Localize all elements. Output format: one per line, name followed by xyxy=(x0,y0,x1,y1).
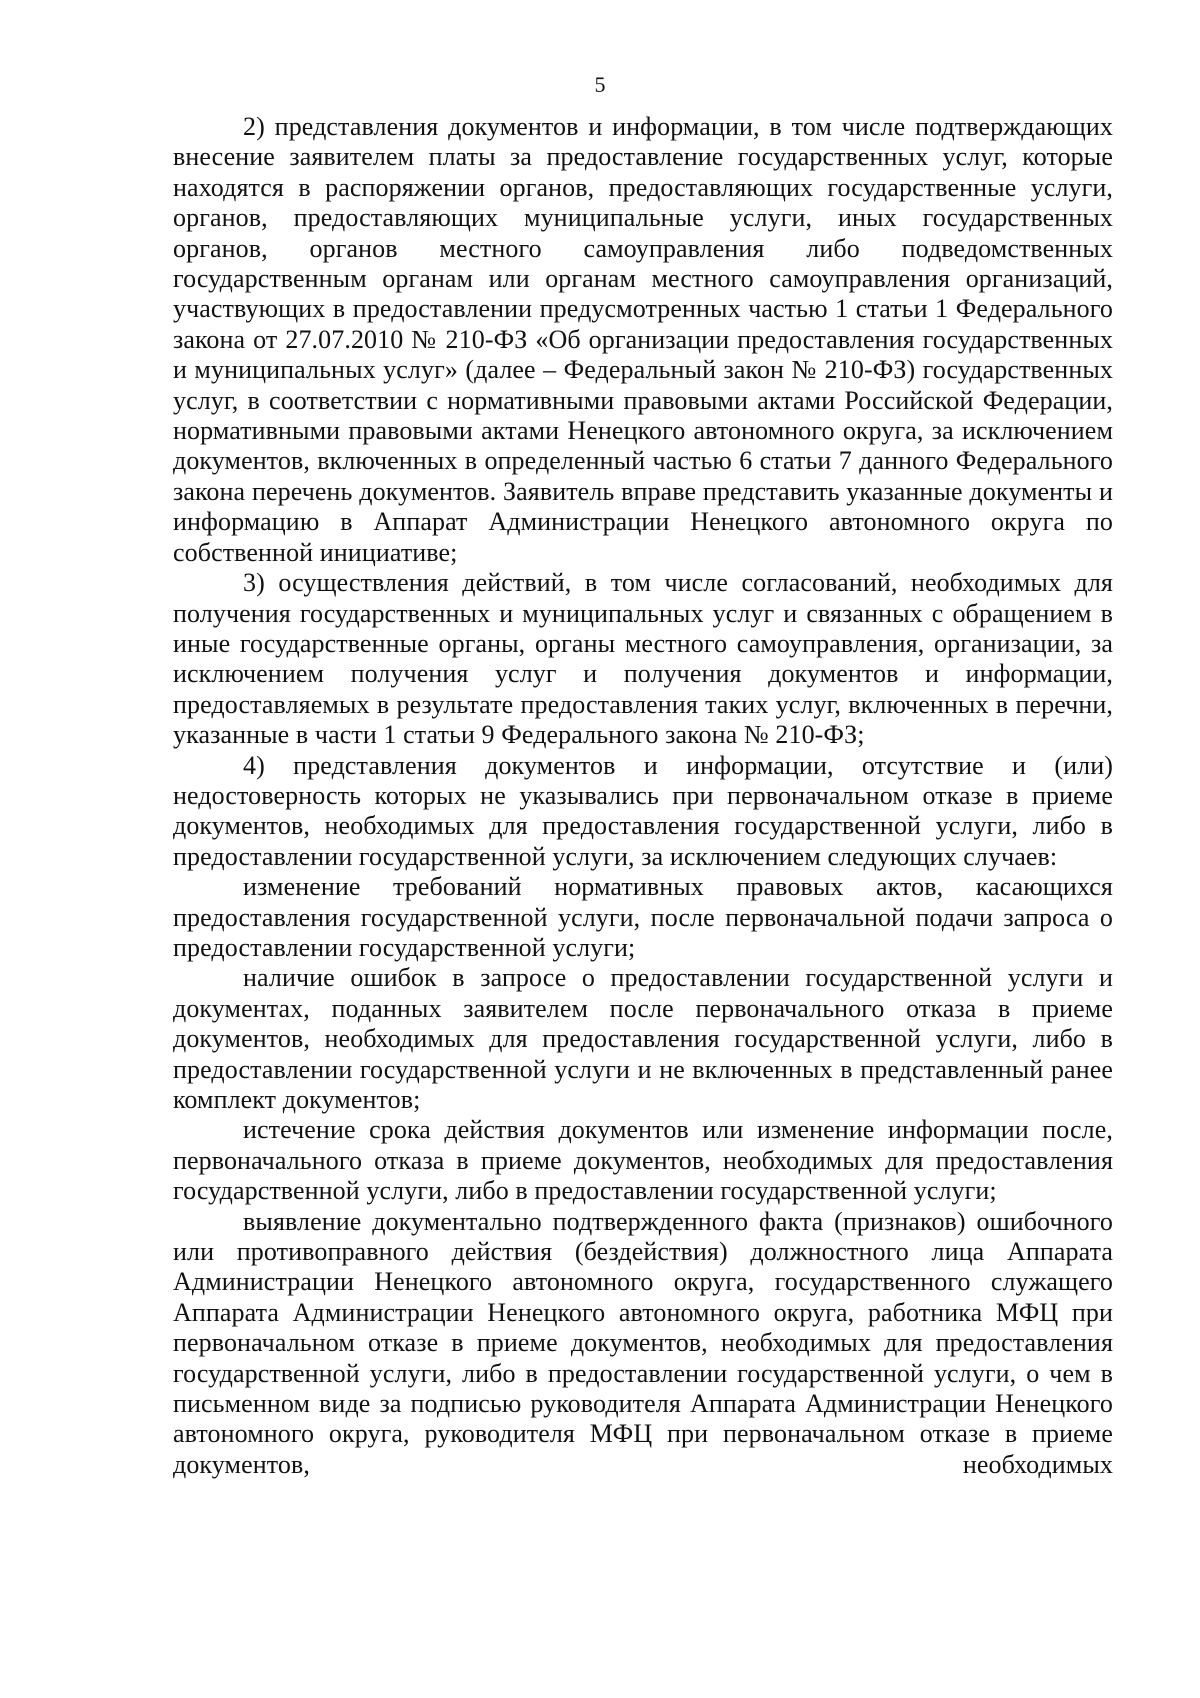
paragraph-item-4: 4) представления документов и информации, отсутствие и (или) недостоверность которых не указывались при первоначальном отказе в приеме документов, необходимых для предоставления государственной услуги, либо в предоставлении государственной услуги, за исключением следующих случаев: xyxy=(173,750,1113,871)
document-body xyxy=(173,112,1113,1480)
paragraph-exception-3: истечение срока действия документов или изменение информации после, первоначального отказа в приеме документов, необходимых для предоставления государственной услуги, либо в предоставлении государственной услуги; xyxy=(173,1115,1113,1206)
paragraph-exception-2: наличие ошибок в запросе о предоставлении государственной услуги и документах, поданных заявителем после первоначального отказа в приеме документов, необходимых для предоставления государственной услуги, либо в предоставлении государственной услуги и не включенных в представленный ранее комплект документов; xyxy=(173,963,1113,1114)
page-number: 5 xyxy=(594,72,606,97)
paragraph-exception-1: изменение требований нормативных правовых актов, касающихся предоставления государственной услуги, после первоначальной подачи запроса о предоставлении государственной услуги; xyxy=(173,872,1113,962)
paragraph-exception-4: выявление документально подтвержденного факта (признаков) ошибочного или противоправного действия (бездействия) должностного лица Аппарата Администрации Ненецкого автономного округа, государственного служащего Аппарата Администрации Ненецкого автономного округа, работника МФЦ при первоначальном отказе в приеме документов, необходимых для предоставления государственной услуги, либо в предоставлении государственной услуги, о чем в письменном виде за подписью руководителя Аппарата Администрации Ненецкого автономного округа, руководителя МФЦ при первоначальном отказе в приеме документов, необходимых xyxy=(173,1206,1113,1479)
paragraph-item-3: 3) осуществления действий, в том числе согласований, необходимых для получения государственных и муниципальных услуг и связанных с обращением в иные государственные органы, органы местного самоуправления, организации, за исключением получения услуг и получения документов и информации, предоставляемых в результате предоставления таких услуг, включенных в перечни, указанные в части 1 статьи 9 Федерального закона № 210-ФЗ; xyxy=(173,568,1113,750)
paragraph-item-2: 2) представления документов и информации, в том числе подтверждающих внесение заявителем платы за предоставление государственных услуг, которые находятся в распоряжении органов, предоставляющих государственные услуги, органов, предоставляющих муниципальные услуги, иных государственных органов, органов местного самоуправления либо подведомственных государственным органам или органам местного самоуправления организаций, участвующих в предоставлении предусмотренных частью 1 статьи 1 Федерального закона от 27.07.2010 № 210-ФЗ «Об организации предоставления государственных и муниципальных услуг» (далее – Федеральный закон № 210-ФЗ) государственных услуг, в соответствии с нормативными правовыми актами Российской Федерации, нормативными правовыми актами Ненецкого автономного округа, за исключением документов, включенных в определенный частью 6 статьи 7 данного Федерального закона перечень документов. Заявитель вправе представить указанные документы и информацию в Аппарат Администрации Ненецкого автономного округа по собственной инициативе; xyxy=(173,112,1113,567)
